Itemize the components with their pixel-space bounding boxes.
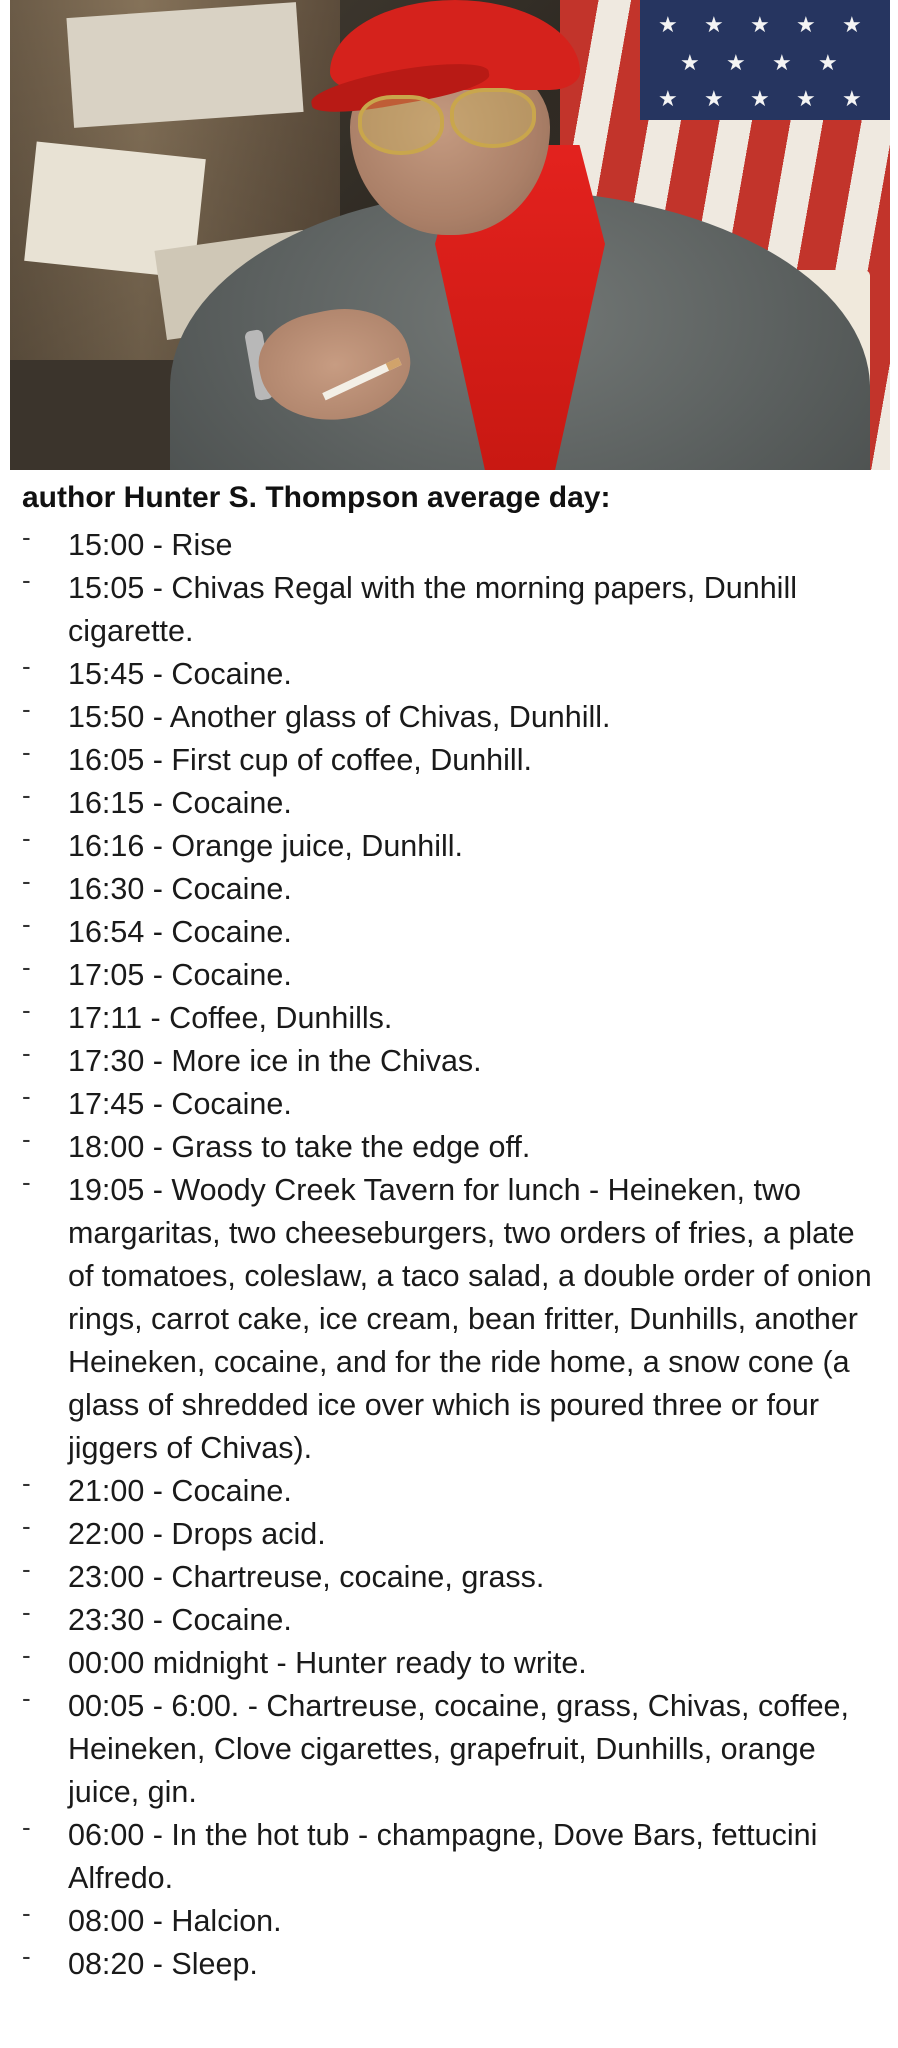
list-item: [22, 911, 888, 954]
list-item: [22, 1814, 888, 1900]
star-icon: ★: [796, 86, 816, 111]
dash-bullet-icon: -: [22, 694, 31, 724]
dash-bullet-icon: -: [22, 1812, 31, 1842]
caption-block: [22, 480, 888, 1986]
list-item: [22, 653, 888, 696]
dash-bullet-icon: -: [22, 565, 31, 595]
dash-bullet-icon: -: [22, 1554, 31, 1584]
schedule-entry-text: 17:11 - Coffee, Dunhills.: [68, 1001, 393, 1035]
schedule-entry-text: 18:00 - Grass to take the edge off.: [68, 1130, 531, 1164]
list-item: [22, 825, 888, 868]
schedule-entry-text: 06:00 - In the hot tub - champagne, Dove Bars, fettucini Alfredo.: [68, 1818, 818, 1895]
schedule-entry-text: 23:30 - Cocaine.: [68, 1603, 292, 1637]
dash-bullet-icon: -: [22, 522, 31, 552]
list-item: [22, 1040, 888, 1083]
list-item: [22, 997, 888, 1040]
star-icon: ★: [750, 86, 770, 111]
star-icon: ★: [680, 50, 700, 75]
schedule-entry-text: 22:00 - Drops acid.: [68, 1517, 326, 1551]
schedule-entry-text: 16:54 - Cocaine.: [68, 915, 292, 949]
dash-bullet-icon: -: [22, 737, 31, 767]
schedule-entry-text: 23:00 - Chartreuse, cocaine, grass.: [68, 1560, 545, 1594]
dash-bullet-icon: -: [22, 952, 31, 982]
dash-bullet-icon: -: [22, 1597, 31, 1627]
star-icon: ★: [842, 86, 862, 111]
star-icon: ★: [772, 50, 792, 75]
schedule-entry-text: 15:05 - Chivas Regal with the morning papers, Dunhill cigarette.: [68, 571, 797, 648]
star-icon: ★: [796, 12, 816, 37]
dash-bullet-icon: -: [22, 1511, 31, 1541]
list-item: [22, 1169, 888, 1470]
dash-bullet-icon: -: [22, 909, 31, 939]
list-item: [22, 1513, 888, 1556]
schedule-entry-text: 16:05 - First cup of coffee, Dunhill.: [68, 743, 532, 777]
star-icon: ★: [818, 50, 838, 75]
paper-stack: [66, 2, 303, 128]
list-item: [22, 696, 888, 739]
schedule-entry-text: 15:00 - Rise: [68, 528, 233, 562]
dash-bullet-icon: -: [22, 1468, 31, 1498]
schedule-entry-text: 15:45 - Cocaine.: [68, 657, 292, 691]
page-title: author Hunter S. Thompson average day:: [22, 481, 611, 514]
dash-bullet-icon: -: [22, 1124, 31, 1154]
list-item: [22, 868, 888, 911]
list-item: [22, 954, 888, 997]
schedule-entry-text: 16:15 - Cocaine.: [68, 786, 292, 820]
schedule-entry-text: 08:20 - Sleep.: [68, 1947, 258, 1981]
star-icon: ★: [726, 50, 746, 75]
schedule-entry-text: 08:00 - Halcion.: [68, 1904, 282, 1938]
flag-canton: [640, 0, 890, 120]
dash-bullet-icon: -: [22, 995, 31, 1025]
list-item: [22, 1943, 888, 1986]
aviator-glasses-left: [358, 95, 444, 155]
schedule-entry-text: 17:05 - Cocaine.: [68, 958, 292, 992]
dash-bullet-icon: -: [22, 1898, 31, 1928]
aviator-glasses-right: [450, 88, 536, 148]
list-item: [22, 1900, 888, 1943]
list-item: [22, 1599, 888, 1642]
dash-bullet-icon: -: [22, 1038, 31, 1068]
schedule-entry-text: 15:50 - Another glass of Chivas, Dunhill.: [68, 700, 611, 734]
list-item: [22, 782, 888, 825]
star-icon: ★: [704, 86, 724, 111]
star-icon: ★: [658, 86, 678, 111]
schedule-entry-text: 16:16 - Orange juice, Dunhill.: [68, 829, 464, 863]
portrait-photo: [10, 0, 890, 470]
star-icon: ★: [842, 12, 862, 37]
list-item: [22, 1083, 888, 1126]
schedule-entry-text: 00:00 midnight - Hunter ready to write.: [68, 1646, 587, 1680]
dash-bullet-icon: -: [22, 1683, 31, 1713]
list-item: [22, 1126, 888, 1169]
schedule-entry-text: 17:30 - More ice in the Chivas.: [68, 1044, 482, 1078]
dash-bullet-icon: -: [22, 651, 31, 681]
schedule-entry-text: 16:30 - Cocaine.: [68, 872, 292, 906]
schedule-list: [22, 524, 888, 1986]
dash-bullet-icon: -: [22, 1640, 31, 1670]
star-icon: ★: [658, 12, 678, 37]
schedule-entry-text: 17:45 - Cocaine.: [68, 1087, 292, 1121]
dash-bullet-icon: -: [22, 823, 31, 853]
list-item: [22, 1685, 888, 1814]
schedule-entry-text: 21:00 - Cocaine.: [68, 1474, 292, 1508]
star-icon: ★: [750, 12, 770, 37]
dash-bullet-icon: -: [22, 866, 31, 896]
dash-bullet-icon: -: [22, 780, 31, 810]
list-item: [22, 524, 888, 567]
list-item: [22, 1642, 888, 1685]
star-icon: ★: [704, 12, 724, 37]
schedule-entry-text: 00:05 - 6:00. - Chartreuse, cocaine, grass, Chivas, coffee, Heineken, Clove cigarettes, grapefruit, Dunhills, orange juice, gin.: [68, 1689, 849, 1809]
dash-bullet-icon: -: [22, 1941, 31, 1971]
list-item: [22, 739, 888, 782]
list-item: [22, 1556, 888, 1599]
dash-bullet-icon: -: [22, 1167, 31, 1197]
dash-bullet-icon: -: [22, 1081, 31, 1111]
list-item: [22, 1470, 888, 1513]
list-item: [22, 567, 888, 653]
schedule-entry-text: 19:05 - Woody Creek Tavern for lunch - Heineken, two margaritas, two cheeseburgers, two orders of fries, a plate of tomatoes, coleslaw, a taco salad, a double order of onion rings, carrot cake, ice cream, bean fritter, Dunhills, another Heineken, cocaine, and for the ride home, a snow cone (a glass of shredded ice over which is poured three or four jiggers of Chivas).: [68, 1173, 872, 1465]
